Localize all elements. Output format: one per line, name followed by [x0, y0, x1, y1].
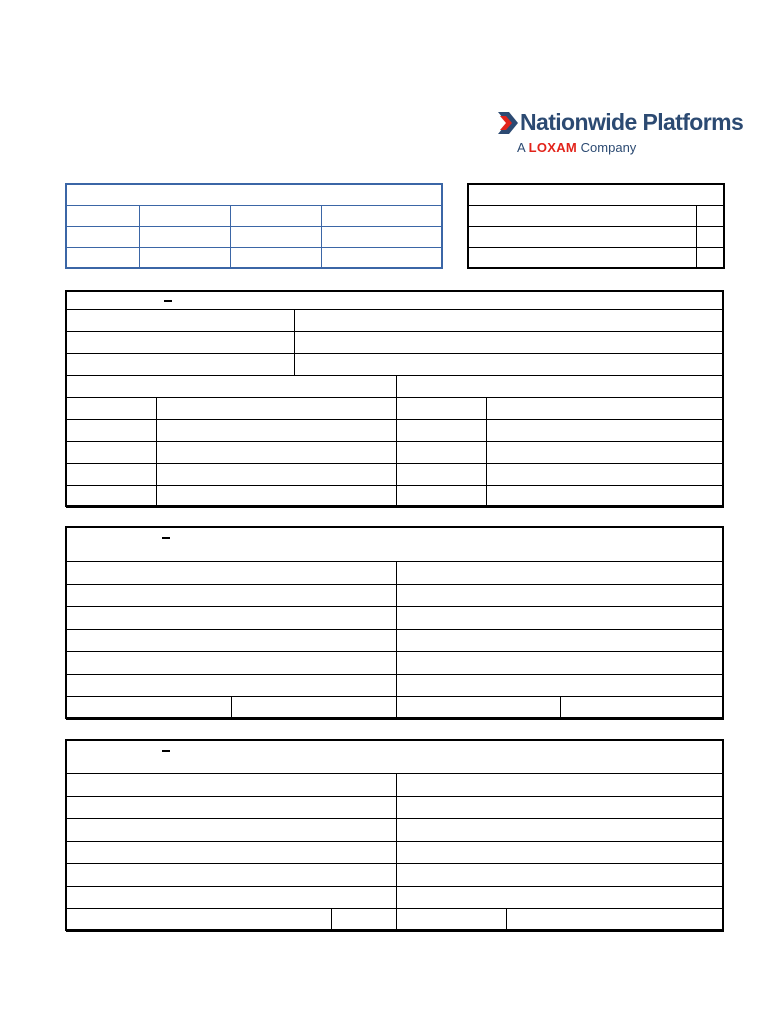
table-cell[interactable] [140, 206, 231, 227]
table-cell[interactable] [322, 248, 443, 269]
table-cell[interactable] [397, 486, 487, 508]
table-cell[interactable] [67, 354, 295, 376]
table-cell[interactable] [397, 398, 487, 420]
table-cell[interactable] [232, 697, 397, 720]
table-cell[interactable] [397, 864, 724, 887]
table-cell[interactable] [469, 206, 697, 227]
table-cell[interactable] [295, 310, 724, 332]
table-cell[interactable] [487, 464, 724, 486]
table-cell[interactable] [140, 227, 231, 248]
nationwide-logo-mark-icon [497, 110, 519, 136]
section-title-dash [162, 750, 170, 752]
table-cell[interactable] [140, 248, 231, 269]
table-cell[interactable] [67, 841, 397, 864]
table-cell[interactable] [487, 486, 724, 508]
table-cell[interactable] [67, 886, 397, 909]
table-cell[interactable] [487, 442, 724, 464]
table-cell[interactable] [67, 442, 157, 464]
table-cell[interactable] [507, 909, 724, 932]
section-title-dash [162, 537, 170, 539]
table-cell[interactable] [157, 442, 397, 464]
section-title-dash [164, 300, 172, 302]
table-cell[interactable] [397, 584, 724, 607]
table-cell[interactable] [397, 607, 724, 630]
table-cell[interactable] [397, 697, 561, 720]
table-cell[interactable] [67, 206, 140, 227]
table-cell[interactable] [397, 796, 724, 819]
table-cell[interactable] [231, 227, 322, 248]
section-1 [65, 290, 724, 507]
checkbox-cell[interactable] [697, 248, 725, 269]
table-cell[interactable] [397, 629, 724, 652]
table-cell[interactable] [397, 674, 724, 697]
table-cell[interactable] [397, 909, 507, 932]
table-cell[interactable] [397, 464, 487, 486]
table-cell[interactable] [67, 584, 397, 607]
table-cell[interactable] [67, 420, 157, 442]
table-cell[interactable] [469, 227, 697, 248]
company-logo [497, 108, 744, 160]
table-cell[interactable] [67, 864, 397, 887]
table-cell[interactable] [295, 354, 724, 376]
table-cell[interactable] [67, 398, 157, 420]
table-cell[interactable] [469, 248, 697, 269]
table-cell[interactable] [397, 562, 724, 585]
table-cell[interactable] [67, 227, 140, 248]
logo-name: Nationwide Platforms [520, 109, 744, 135]
table-cell[interactable] [322, 227, 443, 248]
table-cell[interactable] [231, 248, 322, 269]
table-cell[interactable] [322, 206, 443, 227]
table-cell[interactable] [67, 248, 140, 269]
table-cell[interactable] [67, 697, 232, 720]
table-cell[interactable] [67, 819, 397, 842]
section-3 [65, 739, 724, 931]
table-cell[interactable] [67, 332, 295, 354]
table-cell[interactable] [67, 774, 397, 797]
table-cell[interactable] [157, 398, 397, 420]
table-cell[interactable] [397, 841, 724, 864]
table-cell[interactable] [67, 464, 157, 486]
table-cell[interactable] [397, 652, 724, 675]
table-cell[interactable] [67, 629, 397, 652]
table-cell[interactable] [67, 376, 397, 398]
table-cell[interactable] [332, 909, 397, 932]
table-cell[interactable] [397, 376, 724, 398]
logo-sub-brand: LOXAM [528, 140, 578, 155]
checkbox-cell[interactable] [697, 227, 725, 248]
section-2 [65, 526, 724, 719]
table-cell[interactable] [157, 486, 397, 508]
logo-sub-prefix: A [517, 140, 525, 155]
table-cell[interactable] [67, 796, 397, 819]
table-cell[interactable] [397, 442, 487, 464]
table-cell[interactable] [487, 420, 724, 442]
table-cell[interactable] [231, 206, 322, 227]
checkbox-cell[interactable] [697, 206, 725, 227]
table-cell[interactable] [561, 697, 724, 720]
table-cell[interactable] [67, 310, 295, 332]
logo-sub-suffix: Company [580, 140, 637, 155]
header-info-table [65, 183, 443, 269]
table-cell[interactable] [67, 652, 397, 675]
table-cell[interactable] [157, 464, 397, 486]
table-cell[interactable] [487, 398, 724, 420]
table-cell[interactable] [295, 332, 724, 354]
table-cell[interactable] [397, 819, 724, 842]
table-cell[interactable] [67, 674, 397, 697]
table-cell[interactable] [67, 607, 397, 630]
table-cell[interactable] [157, 420, 397, 442]
table-cell[interactable] [67, 562, 397, 585]
checklist-table [467, 183, 725, 269]
table-cell[interactable] [67, 909, 332, 932]
logo-subtitle [517, 140, 636, 156]
table-cell[interactable] [397, 420, 487, 442]
table-cell[interactable] [67, 486, 157, 508]
table-cell[interactable] [397, 886, 724, 909]
table-cell[interactable] [397, 774, 724, 797]
